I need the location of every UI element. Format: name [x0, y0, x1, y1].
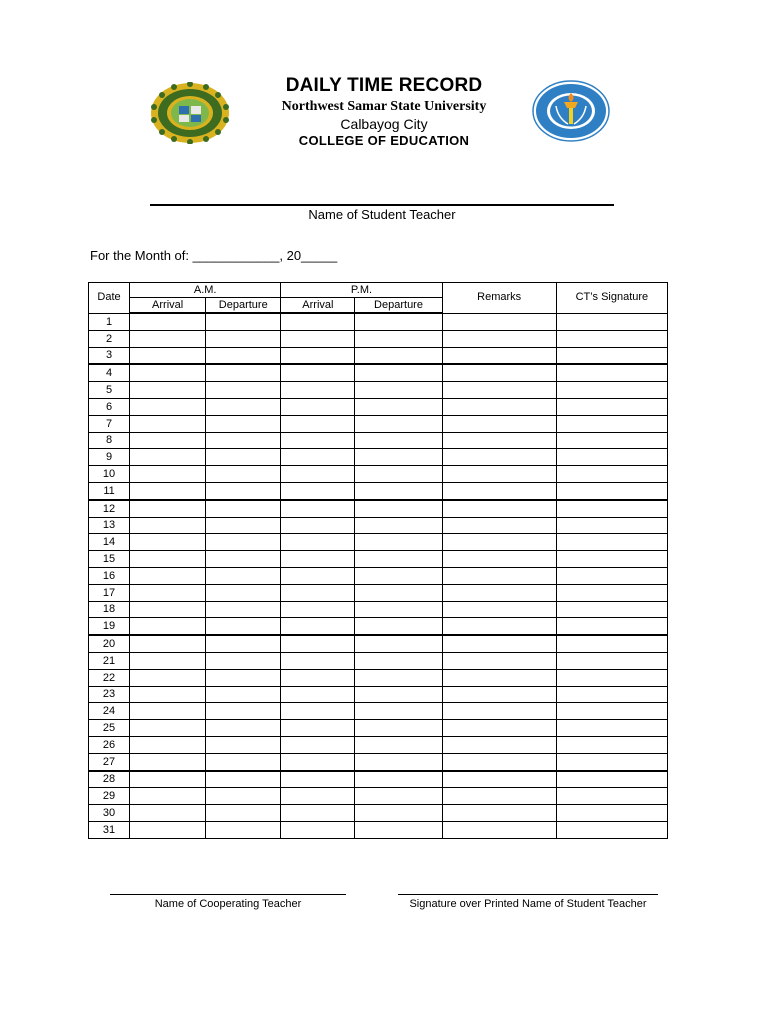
ct-signature-cell[interactable] — [556, 534, 667, 551]
day-number-cell: 9 — [89, 449, 130, 466]
day-number-cell: 16 — [89, 567, 130, 584]
document-header — [0, 74, 768, 149]
pm-arrival-cell[interactable] — [281, 753, 355, 770]
pm-departure-cell[interactable] — [355, 669, 442, 686]
day-number-cell: 14 — [89, 534, 130, 551]
table-row — [89, 720, 668, 737]
ct-signature-cell[interactable] — [556, 584, 667, 601]
am-arrival-cell[interactable] — [130, 736, 206, 753]
table-row — [89, 635, 668, 652]
am-arrival-cell[interactable] — [130, 482, 206, 499]
pm-departure-cell[interactable] — [355, 720, 442, 737]
ct-signature-cell[interactable] — [556, 720, 667, 737]
pm-departure-header: Departure — [355, 298, 442, 314]
pm-arrival-cell[interactable] — [281, 482, 355, 499]
day-number-cell: 27 — [89, 753, 130, 770]
pm-departure-cell[interactable] — [355, 449, 442, 466]
remarks-cell[interactable] — [442, 432, 556, 449]
table-row — [89, 500, 668, 517]
day-number-cell: 19 — [89, 618, 130, 635]
ct-signature-cell[interactable] — [556, 753, 667, 770]
am-arrival-cell[interactable] — [130, 788, 206, 805]
am-arrival-cell[interactable] — [130, 635, 206, 652]
student-teacher-signature-line[interactable] — [398, 894, 658, 895]
am-arrival-cell[interactable] — [130, 805, 206, 822]
remarks-cell[interactable] — [442, 669, 556, 686]
day-number-cell: 5 — [89, 382, 130, 399]
day-number-cell: 1 — [89, 313, 130, 330]
remarks-cell[interactable] — [442, 652, 556, 669]
table-row — [89, 821, 668, 838]
am-departure-cell[interactable] — [206, 703, 281, 720]
university-seal-logo — [150, 82, 230, 144]
ct-signature-cell[interactable] — [556, 686, 667, 703]
ct-signature-cell[interactable] — [556, 771, 667, 788]
pm-departure-cell[interactable] — [355, 805, 442, 822]
ct-signature-cell[interactable] — [556, 601, 667, 618]
table-row — [89, 771, 668, 788]
remarks-cell[interactable] — [442, 551, 556, 568]
time-record-table — [88, 282, 668, 839]
pm-arrival-cell[interactable] — [281, 551, 355, 568]
remarks-cell[interactable] — [442, 584, 556, 601]
table-row — [89, 753, 668, 770]
am-departure-cell[interactable] — [206, 753, 281, 770]
pm-departure-cell[interactable] — [355, 567, 442, 584]
pm-arrival-cell[interactable] — [281, 466, 355, 483]
cooperating-teacher-signature-line[interactable] — [110, 894, 346, 895]
table-row — [89, 517, 668, 534]
pm-header: P.M. — [281, 283, 442, 298]
document-title: DAILY TIME RECORD — [285, 75, 483, 96]
pm-departure-cell[interactable] — [355, 466, 442, 483]
table-row — [89, 669, 668, 686]
day-number-cell: 7 — [89, 415, 130, 432]
pm-departure-cell[interactable] — [355, 771, 442, 788]
college-seal-logo — [530, 80, 612, 142]
am-departure-cell[interactable] — [206, 330, 281, 347]
pm-arrival-cell[interactable] — [281, 771, 355, 788]
remarks-cell[interactable] — [442, 567, 556, 584]
am-departure-cell[interactable] — [206, 382, 281, 399]
am-arrival-cell[interactable] — [130, 703, 206, 720]
ct-signature-header: CT’s Signature — [556, 283, 667, 314]
ct-signature-cell[interactable] — [556, 618, 667, 635]
remarks-cell[interactable] — [442, 788, 556, 805]
remarks-header: Remarks — [442, 283, 556, 314]
ct-signature-cell[interactable] — [556, 635, 667, 652]
ct-signature-cell[interactable] — [556, 652, 667, 669]
day-number-cell: 23 — [89, 686, 130, 703]
am-arrival-cell[interactable] — [130, 720, 206, 737]
ct-signature-cell[interactable] — [556, 736, 667, 753]
am-departure-cell[interactable] — [206, 584, 281, 601]
am-departure-cell[interactable] — [206, 567, 281, 584]
student-name-label: Name of Student Teacher — [308, 207, 456, 222]
table-row — [89, 736, 668, 753]
am-arrival-cell[interactable] — [130, 551, 206, 568]
am-departure-cell[interactable] — [206, 313, 281, 330]
date-header: Date — [89, 283, 130, 314]
am-arrival-cell[interactable] — [130, 652, 206, 669]
pm-departure-cell[interactable] — [355, 517, 442, 534]
pm-departure-cell[interactable] — [355, 601, 442, 618]
am-header: A.M. — [130, 283, 281, 298]
day-number-cell: 20 — [89, 635, 130, 652]
pm-arrival-header: Arrival — [281, 298, 355, 314]
ct-signature-cell[interactable] — [556, 703, 667, 720]
table-row — [89, 482, 668, 499]
am-arrival-cell[interactable] — [130, 567, 206, 584]
remarks-cell[interactable] — [442, 821, 556, 838]
day-number-cell: 18 — [89, 601, 130, 618]
day-number-cell: 21 — [89, 652, 130, 669]
am-arrival-cell[interactable] — [130, 771, 206, 788]
remarks-cell[interactable] — [442, 313, 556, 330]
ct-signature-cell[interactable] — [556, 567, 667, 584]
pm-arrival-cell[interactable] — [281, 584, 355, 601]
am-departure-cell[interactable] — [206, 466, 281, 483]
pm-departure-cell[interactable] — [355, 382, 442, 399]
pm-departure-cell[interactable] — [355, 534, 442, 551]
am-departure-cell[interactable] — [206, 601, 281, 618]
am-departure-cell[interactable] — [206, 771, 281, 788]
am-departure-cell[interactable] — [206, 364, 281, 381]
pm-departure-cell[interactable] — [355, 551, 442, 568]
remarks-cell[interactable] — [442, 736, 556, 753]
city-name: Calbayog City — [340, 116, 428, 132]
remarks-cell[interactable] — [442, 771, 556, 788]
pm-arrival-cell[interactable] — [281, 736, 355, 753]
ct-signature-cell[interactable] — [556, 466, 667, 483]
am-departure-cell[interactable] — [206, 432, 281, 449]
remarks-cell[interactable] — [442, 601, 556, 618]
ct-signature-cell[interactable] — [556, 347, 667, 364]
pm-departure-cell[interactable] — [355, 347, 442, 364]
day-number-cell: 26 — [89, 736, 130, 753]
am-departure-header: Departure — [206, 298, 281, 314]
pm-arrival-cell[interactable] — [281, 534, 355, 551]
pm-arrival-cell[interactable] — [281, 415, 355, 432]
time-record-rows — [89, 313, 668, 838]
pm-departure-cell[interactable] — [355, 364, 442, 381]
day-number-cell: 17 — [89, 584, 130, 601]
am-departure-cell[interactable] — [206, 534, 281, 551]
am-arrival-cell[interactable] — [130, 466, 206, 483]
pm-arrival-cell[interactable] — [281, 821, 355, 838]
ct-signature-cell[interactable] — [556, 788, 667, 805]
pm-departure-cell[interactable] — [355, 635, 442, 652]
am-arrival-header: Arrival — [130, 298, 206, 314]
day-number-cell: 31 — [89, 821, 130, 838]
remarks-cell[interactable] — [442, 517, 556, 534]
am-departure-cell[interactable] — [206, 635, 281, 652]
am-arrival-cell[interactable] — [130, 398, 206, 415]
ct-signature-cell[interactable] — [556, 669, 667, 686]
pm-departure-cell[interactable] — [355, 686, 442, 703]
table-row — [89, 398, 668, 415]
pm-arrival-cell[interactable] — [281, 635, 355, 652]
pm-arrival-cell[interactable] — [281, 720, 355, 737]
am-departure-cell[interactable] — [206, 821, 281, 838]
am-departure-cell[interactable] — [206, 788, 281, 805]
pm-departure-cell[interactable] — [355, 415, 442, 432]
day-number-cell: 8 — [89, 432, 130, 449]
day-number-cell: 30 — [89, 805, 130, 822]
remarks-cell[interactable] — [442, 398, 556, 415]
pm-departure-cell[interactable] — [355, 821, 442, 838]
pm-arrival-cell[interactable] — [281, 449, 355, 466]
remarks-cell[interactable] — [442, 500, 556, 517]
am-arrival-cell[interactable] — [130, 415, 206, 432]
pm-arrival-cell[interactable] — [281, 398, 355, 415]
pm-arrival-cell[interactable] — [281, 517, 355, 534]
ct-signature-cell[interactable] — [556, 500, 667, 517]
remarks-cell[interactable] — [442, 330, 556, 347]
pm-arrival-cell[interactable] — [281, 347, 355, 364]
table-row — [89, 382, 668, 399]
pm-arrival-cell[interactable] — [281, 601, 355, 618]
day-number-cell: 29 — [89, 788, 130, 805]
am-arrival-cell[interactable] — [130, 669, 206, 686]
day-number-cell: 3 — [89, 347, 130, 364]
ct-signature-cell[interactable] — [556, 805, 667, 822]
day-number-cell: 13 — [89, 517, 130, 534]
remarks-cell[interactable] — [442, 720, 556, 737]
day-number-cell: 10 — [89, 466, 130, 483]
remarks-cell[interactable] — [442, 382, 556, 399]
table-row — [89, 313, 668, 330]
pm-departure-cell[interactable] — [355, 736, 442, 753]
table-row — [89, 703, 668, 720]
table-row — [89, 347, 668, 364]
pm-departure-cell[interactable] — [355, 584, 442, 601]
day-number-cell: 4 — [89, 364, 130, 381]
am-arrival-cell[interactable] — [130, 601, 206, 618]
am-arrival-cell[interactable] — [130, 330, 206, 347]
table-row — [89, 652, 668, 669]
ct-signature-cell[interactable] — [556, 821, 667, 838]
am-arrival-cell[interactable] — [130, 449, 206, 466]
table-row — [89, 788, 668, 805]
ct-signature-cell[interactable] — [556, 382, 667, 399]
day-number-cell: 24 — [89, 703, 130, 720]
ct-signature-cell[interactable] — [556, 482, 667, 499]
day-number-cell: 15 — [89, 551, 130, 568]
student-teacher-signature-label: Signature over Printed Name of Student Teacher — [409, 898, 647, 910]
pm-arrival-cell[interactable] — [281, 686, 355, 703]
pm-arrival-cell[interactable] — [281, 364, 355, 381]
table-row — [89, 466, 668, 483]
ct-signature-cell[interactable] — [556, 398, 667, 415]
table-row — [89, 551, 668, 568]
remarks-cell[interactable] — [442, 364, 556, 381]
ct-signature-cell[interactable] — [556, 415, 667, 432]
am-departure-cell[interactable] — [206, 415, 281, 432]
table-row — [89, 364, 668, 381]
ct-signature-cell[interactable] — [556, 330, 667, 347]
remarks-cell[interactable] — [442, 618, 556, 635]
table-row — [89, 584, 668, 601]
am-departure-cell[interactable] — [206, 618, 281, 635]
day-number-cell: 25 — [89, 720, 130, 737]
day-number-cell: 11 — [89, 482, 130, 499]
university-name: Northwest Samar State University — [281, 99, 487, 114]
table-row — [89, 415, 668, 432]
am-departure-cell[interactable] — [206, 449, 281, 466]
table-row — [89, 330, 668, 347]
pm-departure-cell[interactable] — [355, 753, 442, 770]
am-departure-cell[interactable] — [206, 500, 281, 517]
pm-arrival-cell[interactable] — [281, 313, 355, 330]
am-departure-cell[interactable] — [206, 805, 281, 822]
remarks-cell[interactable] — [442, 449, 556, 466]
remarks-cell[interactable] — [442, 703, 556, 720]
pm-arrival-cell[interactable] — [281, 703, 355, 720]
ct-signature-cell[interactable] — [556, 364, 667, 381]
cooperating-teacher-label: Name of Cooperating Teacher — [154, 898, 302, 910]
day-number-cell: 12 — [89, 500, 130, 517]
remarks-cell[interactable] — [442, 482, 556, 499]
am-departure-cell[interactable] — [206, 517, 281, 534]
am-arrival-cell[interactable] — [130, 753, 206, 770]
am-departure-cell[interactable] — [206, 720, 281, 737]
pm-departure-cell[interactable] — [355, 313, 442, 330]
am-arrival-cell[interactable] — [130, 517, 206, 534]
day-number-cell: 28 — [89, 771, 130, 788]
am-arrival-cell[interactable] — [130, 382, 206, 399]
month-field[interactable]: For the Month of: ____________, 20_____ — [90, 248, 338, 263]
college-name: COLLEGE OF EDUCATION — [298, 133, 470, 148]
am-arrival-cell[interactable] — [130, 584, 206, 601]
pm-arrival-cell[interactable] — [281, 669, 355, 686]
table-row — [89, 432, 668, 449]
remarks-cell[interactable] — [442, 753, 556, 770]
pm-arrival-cell[interactable] — [281, 788, 355, 805]
day-number-cell: 22 — [89, 669, 130, 686]
pm-departure-cell[interactable] — [355, 618, 442, 635]
remarks-cell[interactable] — [442, 534, 556, 551]
pm-departure-cell[interactable] — [355, 482, 442, 499]
ct-signature-cell[interactable] — [556, 449, 667, 466]
am-arrival-cell[interactable] — [130, 432, 206, 449]
am-arrival-cell[interactable] — [130, 821, 206, 838]
remarks-cell[interactable] — [442, 466, 556, 483]
pm-arrival-cell[interactable] — [281, 432, 355, 449]
am-arrival-cell[interactable] — [130, 347, 206, 364]
student-name-line[interactable] — [150, 204, 614, 206]
remarks-cell[interactable] — [442, 805, 556, 822]
pm-departure-cell[interactable] — [355, 330, 442, 347]
table-row — [89, 618, 668, 635]
ct-signature-cell[interactable] — [556, 313, 667, 330]
pm-arrival-cell[interactable] — [281, 330, 355, 347]
remarks-cell[interactable] — [442, 415, 556, 432]
pm-departure-cell[interactable] — [355, 788, 442, 805]
am-departure-cell[interactable] — [206, 736, 281, 753]
am-departure-cell[interactable] — [206, 686, 281, 703]
day-number-cell: 2 — [89, 330, 130, 347]
day-number-cell: 6 — [89, 398, 130, 415]
ct-signature-cell[interactable] — [556, 432, 667, 449]
pm-departure-cell[interactable] — [355, 652, 442, 669]
table-row — [89, 601, 668, 618]
am-departure-cell[interactable] — [206, 482, 281, 499]
remarks-cell[interactable] — [442, 686, 556, 703]
table-row — [89, 449, 668, 466]
table-row — [89, 534, 668, 551]
pm-arrival-cell[interactable] — [281, 618, 355, 635]
am-arrival-cell[interactable] — [130, 500, 206, 517]
pm-departure-cell[interactable] — [355, 500, 442, 517]
pm-departure-cell[interactable] — [355, 398, 442, 415]
am-departure-cell[interactable] — [206, 652, 281, 669]
am-departure-cell[interactable] — [206, 398, 281, 415]
table-row — [89, 805, 668, 822]
pm-arrival-cell[interactable] — [281, 805, 355, 822]
pm-arrival-cell[interactable] — [281, 567, 355, 584]
am-arrival-cell[interactable] — [130, 313, 206, 330]
ct-signature-cell[interactable] — [556, 551, 667, 568]
pm-arrival-cell[interactable] — [281, 652, 355, 669]
table-row — [89, 686, 668, 703]
pm-arrival-cell[interactable] — [281, 382, 355, 399]
am-departure-cell[interactable] — [206, 551, 281, 568]
am-departure-cell[interactable] — [206, 347, 281, 364]
pm-arrival-cell[interactable] — [281, 500, 355, 517]
ct-signature-cell[interactable] — [556, 517, 667, 534]
am-arrival-cell[interactable] — [130, 364, 206, 381]
table-row — [89, 567, 668, 584]
remarks-cell[interactable] — [442, 635, 556, 652]
pm-departure-cell[interactable] — [355, 432, 442, 449]
am-arrival-cell[interactable] — [130, 534, 206, 551]
remarks-cell[interactable] — [442, 347, 556, 364]
am-departure-cell[interactable] — [206, 669, 281, 686]
pm-departure-cell[interactable] — [355, 703, 442, 720]
am-arrival-cell[interactable] — [130, 686, 206, 703]
am-arrival-cell[interactable] — [130, 618, 206, 635]
